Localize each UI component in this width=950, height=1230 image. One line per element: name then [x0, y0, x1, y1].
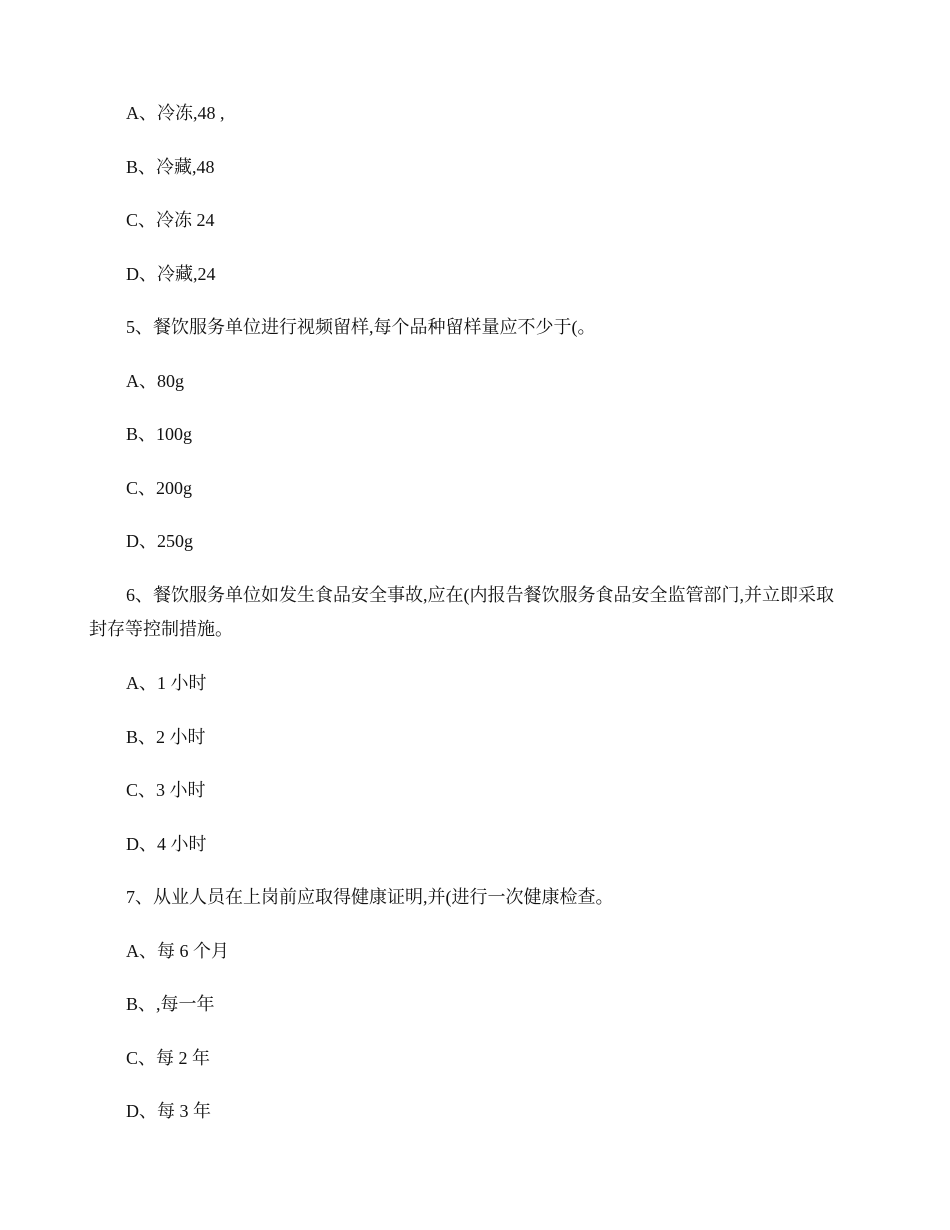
option-b-q5: B、100g: [126, 424, 193, 444]
question-6-continuation: 封存等控制措施。: [89, 619, 233, 639]
question-7: 7、从业人员在上岗前应取得健康证明,并(进行一次健康检查。: [126, 887, 614, 907]
option-a-q7: A、每 6 个月: [126, 941, 229, 961]
option-a-q4: A、冷冻,48 ,: [126, 103, 225, 123]
option-b-q4: B、冷藏,48: [126, 157, 215, 177]
question-6: 6、餐饮服务单位如发生食品安全事故,应在(内报告餐饮服务食品安全监管部门,并立即采取: [126, 585, 834, 605]
option-c-q6: C、3 小时: [126, 780, 206, 800]
question-5: 5、餐饮服务单位进行视频留样,每个品种留样量应不少于(。: [126, 317, 596, 337]
option-c-q4: C、冷冻 24: [126, 210, 215, 230]
option-c-q7: C、每 2 年: [126, 1048, 211, 1068]
option-d-q5: D、250g: [126, 531, 193, 551]
option-c-q5: C、200g: [126, 478, 193, 498]
option-d-q6: D、4 小时: [126, 834, 207, 854]
option-d-q4: D、冷藏,24: [126, 264, 216, 284]
option-a-q5: A、80g: [126, 371, 184, 391]
option-b-q6: B、2 小时: [126, 727, 206, 747]
option-a-q6: A、1 小时: [126, 673, 207, 693]
option-b-q7: B、,每一年: [126, 994, 215, 1014]
option-d-q7: D、每 3 年: [126, 1101, 211, 1121]
